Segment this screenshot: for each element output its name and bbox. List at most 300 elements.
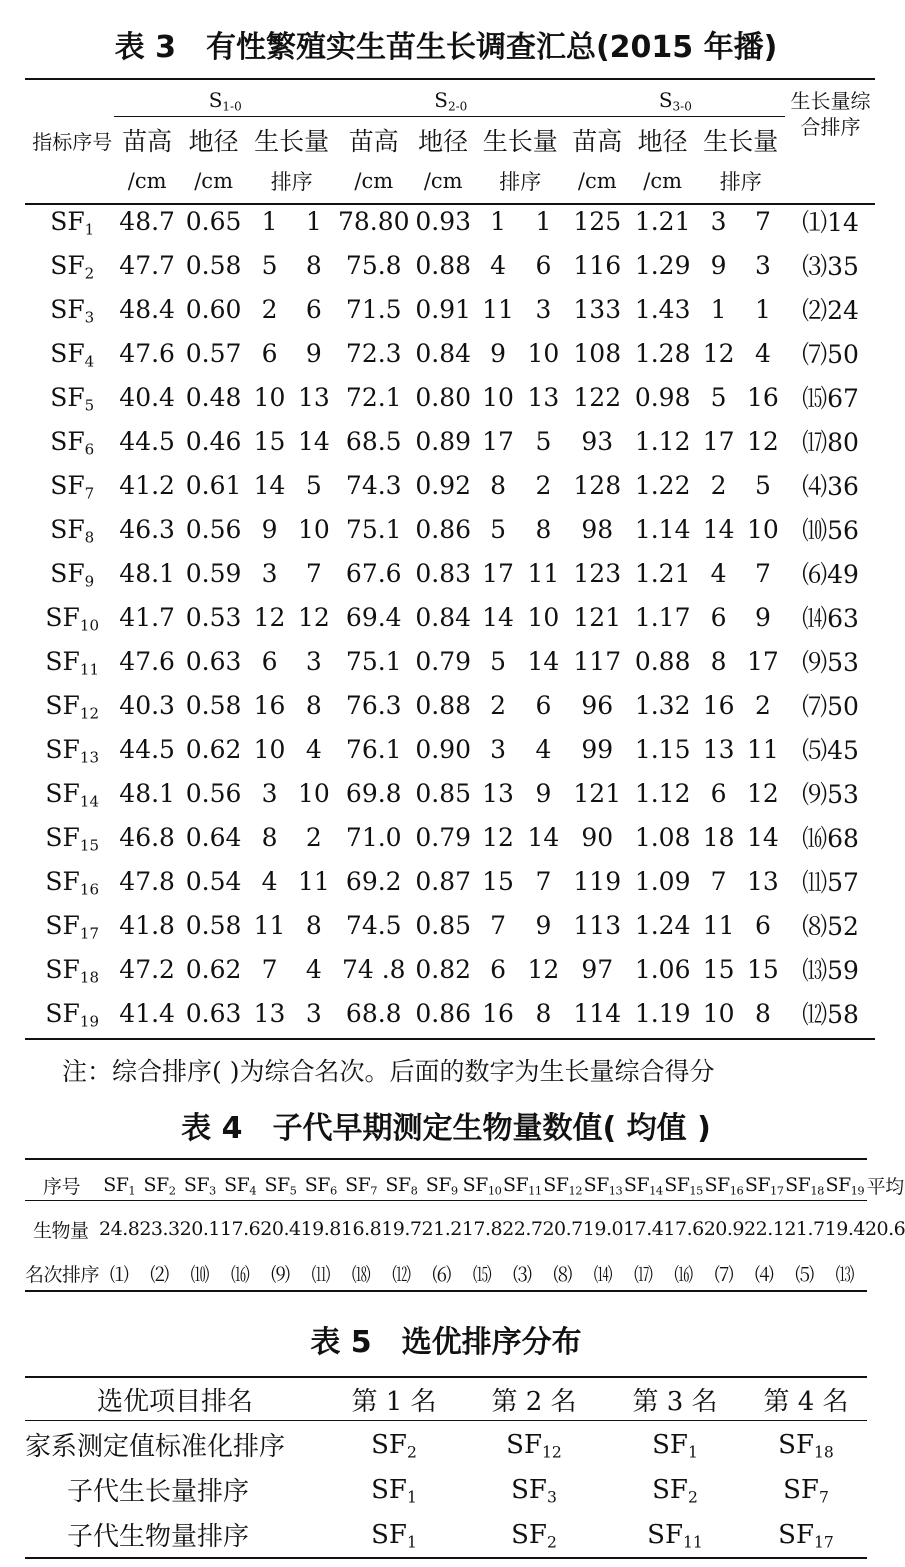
value-cell: 74.3	[345, 470, 402, 500]
value-cell: 76.3	[345, 690, 402, 720]
value-cell: 68.8	[345, 998, 402, 1028]
biomass-cell: 22.1	[744, 1218, 785, 1240]
value-cell: 2	[754, 690, 771, 720]
biomass-cell: 17.6	[663, 1218, 704, 1240]
value-cell: 1.06	[634, 954, 691, 984]
value-cell: 10	[297, 778, 330, 808]
value-cell: 15	[747, 954, 779, 984]
height-header: 苗高	[122, 127, 173, 156]
table3-note: 注：综合排序( )为综合名次。后面的数字为生长量综合得分	[62, 1057, 715, 1086]
value-cell: 0.91	[415, 294, 472, 324]
value-cell: 12	[297, 602, 330, 632]
value-cell: 97	[581, 954, 614, 984]
ranked-family-cell: $SF_{11}$	[647, 1519, 703, 1552]
value-cell: 76.1	[345, 734, 402, 764]
ranked-family-cell: $SF_2$	[371, 1429, 417, 1462]
value-cell: 13	[527, 382, 560, 412]
value-cell: 1	[754, 294, 771, 324]
table5-body	[25, 1377, 867, 1557]
value-cell: 15	[702, 954, 735, 984]
height-header: 苗高	[572, 127, 623, 156]
value-cell: 0.65	[185, 206, 242, 236]
growth-header: 生长量	[254, 127, 330, 156]
value-cell: 3	[754, 250, 771, 280]
summary-rank-cell: ⑽56	[802, 516, 859, 545]
table4-col-header: $SF_{18}$	[785, 1174, 824, 1198]
value-cell: 7	[754, 206, 771, 236]
value-cell: 5	[710, 382, 727, 412]
rank-cell: ⑽	[190, 1263, 210, 1286]
value-cell: 4	[710, 558, 727, 588]
ranked-family-cell: $SF_7$	[783, 1474, 829, 1507]
biomass-cell: 20.6	[864, 1218, 905, 1240]
value-cell: 75.1	[345, 646, 402, 676]
table3-bottom-rule	[25, 1038, 875, 1040]
value-cell: 72.1	[345, 382, 402, 412]
value-cell: 1.32	[634, 690, 691, 720]
biomass-cell: 19.0	[582, 1218, 624, 1240]
value-cell: 1.21	[634, 206, 691, 236]
value-cell: 9	[710, 250, 727, 280]
value-cell: 3	[535, 294, 552, 324]
value-cell: 12	[527, 954, 560, 984]
value-cell: 2	[490, 690, 507, 720]
value-cell: 46.8	[119, 822, 175, 852]
family-id-cell: $SF_4$	[50, 338, 95, 370]
rank-cell: ⑾	[311, 1263, 330, 1286]
value-cell: 5	[754, 470, 771, 500]
value-cell: 0.56	[185, 778, 242, 808]
value-cell: 41.8	[119, 910, 175, 940]
table4-col-header: $SF_{14}$	[623, 1174, 663, 1198]
value-cell: 0.88	[634, 646, 691, 676]
value-cell: 11	[702, 910, 735, 940]
table4-col-header: $SF_{13}$	[583, 1174, 623, 1198]
value-cell: 1	[710, 294, 727, 324]
family-id-cell: $SF_3$	[50, 294, 95, 326]
value-cell: 2	[535, 470, 552, 500]
value-cell: 0.86	[415, 998, 472, 1028]
value-cell: 7	[261, 954, 278, 984]
value-cell: 6	[535, 250, 552, 280]
table4-top-rule	[25, 1158, 867, 1160]
rank-cell: ⒂	[472, 1263, 492, 1286]
value-cell: 11	[297, 866, 330, 896]
table5-col-header: 第 4 名	[763, 1387, 849, 1417]
value-cell: 48.1	[119, 778, 175, 808]
value-cell: 18	[702, 822, 735, 852]
table4-rank-row	[25, 1251, 905, 1295]
value-cell: 2	[710, 470, 727, 500]
ranked-family-cell: $SF_1$	[652, 1429, 698, 1462]
biomass-cell: 21.7	[784, 1218, 825, 1240]
value-cell: 5	[535, 426, 552, 456]
value-cell: 10	[253, 382, 286, 412]
value-cell: 14	[297, 426, 330, 456]
value-cell: 6	[710, 602, 727, 632]
family-id-cell: $SF_{19}$	[45, 998, 99, 1030]
value-cell: 0.53	[185, 602, 242, 632]
value-cell: 6	[535, 690, 552, 720]
value-cell: 0.89	[415, 426, 472, 456]
value-cell: 14	[527, 646, 560, 676]
value-cell: 68.5	[345, 426, 402, 456]
table4-col-header: $SF_7$	[345, 1174, 378, 1198]
family-id-cell: $SF_{13}$	[45, 734, 99, 766]
rank-label: 排序	[499, 170, 542, 194]
table5-col-header: 第 1 名	[351, 1387, 437, 1417]
value-cell: 0.63	[185, 646, 242, 676]
diameter-header: 地径	[637, 127, 688, 156]
value-cell: 71.0	[345, 822, 402, 852]
value-cell: 121	[573, 778, 622, 808]
value-cell: 0.63	[185, 998, 242, 1028]
table5-col-header: 选优项目排名	[96, 1387, 253, 1417]
summary-rank-cell: ⑴14	[802, 208, 859, 237]
value-cell: 0.86	[415, 514, 472, 544]
table4	[25, 1163, 905, 1295]
diameter-header: 地径	[188, 127, 239, 156]
summary-rank-cell: ⒃68	[802, 824, 859, 853]
family-id-cell: $SF_{11}$	[45, 646, 99, 678]
summary-rank-cell: ⒀59	[802, 956, 859, 985]
selection-item-label: 子代生长量排序	[67, 1477, 250, 1507]
value-cell: 0.84	[415, 602, 472, 632]
rank-cell: ⑹	[432, 1263, 451, 1286]
value-cell: 0.58	[185, 910, 242, 940]
value-cell: 5	[490, 514, 507, 544]
value-cell: 108	[573, 338, 622, 368]
table-row	[25, 1467, 867, 1512]
biomass-cell: 17.4	[623, 1218, 664, 1240]
value-cell: 69.2	[345, 866, 402, 896]
value-cell: 0.85	[415, 778, 472, 808]
value-cell: 8	[710, 646, 727, 676]
table-row	[30, 903, 876, 947]
table-row	[30, 991, 876, 1035]
value-cell: 0.59	[185, 558, 242, 588]
value-cell: 40.3	[119, 690, 175, 720]
biomass-cell: 20.9	[703, 1218, 745, 1240]
value-cell: 113	[573, 910, 622, 940]
value-cell: 0.83	[415, 558, 472, 588]
value-cell: 0.46	[185, 426, 242, 456]
value-cell: 93	[581, 426, 614, 456]
diameter-header: 地径	[418, 127, 469, 156]
value-cell: 3	[490, 734, 507, 764]
family-id-cell: $SF_8$	[50, 514, 95, 546]
value-cell: 9	[490, 338, 507, 368]
table4-bottom-rule	[25, 1290, 867, 1292]
value-cell: 5	[490, 646, 507, 676]
ranked-family-cell: $SF_1$	[371, 1519, 417, 1552]
table-row	[30, 727, 876, 771]
value-cell: 133	[573, 294, 622, 324]
value-cell: 8	[305, 690, 322, 720]
value-cell: 3	[261, 778, 278, 808]
unit-label: /cm	[127, 169, 167, 193]
ranked-family-cell: $SF_3$	[511, 1474, 557, 1507]
value-cell: 12	[702, 338, 735, 368]
value-cell: 2	[261, 294, 278, 324]
value-cell: 9	[535, 778, 552, 808]
value-cell: 0.93	[415, 206, 472, 236]
value-cell: 9	[305, 338, 322, 368]
table3-header-rule	[25, 203, 875, 205]
family-id-cell: $SF_9$	[50, 558, 95, 590]
table-row	[30, 375, 876, 419]
biomass-cell: 16.8	[340, 1218, 382, 1240]
biomass-cell: 19.4	[824, 1218, 865, 1240]
group-header-s1: $S_{1-0}$	[114, 84, 336, 117]
value-cell: 12	[747, 426, 779, 456]
value-cell: 11	[527, 558, 560, 588]
value-cell: 4	[305, 734, 322, 764]
value-cell: 44.5	[119, 734, 175, 764]
value-cell: 8	[305, 250, 322, 280]
value-cell: 0.80	[415, 382, 472, 412]
biomass-cell: 21.2	[421, 1218, 462, 1240]
value-cell: 1.17	[634, 602, 691, 632]
unit-label: /cm	[643, 169, 683, 193]
table4-title: 表 4 子代早期测定生物量数值( 均值 )	[181, 1111, 711, 1146]
value-cell: 46.3	[119, 514, 175, 544]
value-cell: 119	[573, 866, 622, 896]
value-cell: 6	[261, 338, 278, 368]
value-cell: 69.8	[345, 778, 402, 808]
table-row	[30, 331, 876, 375]
summary-rank-cell: ⑿58	[802, 1000, 859, 1029]
ranked-family-cell: $SF_{17}$	[778, 1519, 834, 1552]
table-row	[25, 1512, 867, 1557]
table-row	[30, 815, 876, 859]
family-id-cell: $SF_1$	[50, 206, 95, 238]
selection-item-label: 家系测定值标准化排序	[25, 1432, 286, 1462]
value-cell: 0.88	[415, 690, 472, 720]
selection-item-label: 子代生物量排序	[67, 1522, 250, 1552]
rank-cell: ⒄	[633, 1263, 653, 1286]
table-row	[30, 595, 876, 639]
value-cell: 15	[482, 866, 514, 896]
value-cell: 1.12	[634, 778, 691, 808]
value-cell: 114	[573, 998, 622, 1028]
growth-header: 生长量	[482, 127, 558, 156]
value-cell: 1.08	[634, 822, 691, 852]
unit-label: /cm	[354, 169, 394, 193]
value-cell: 16	[253, 690, 286, 720]
value-cell: 1.29	[634, 250, 691, 280]
value-cell: 9	[261, 514, 278, 544]
value-cell: 14	[253, 470, 286, 500]
biomass-cell: 24.8	[99, 1218, 140, 1240]
value-cell: 0.61	[185, 470, 242, 500]
table4-col-header: $SF_{10}$	[462, 1174, 502, 1198]
biomass-cell: 23.3	[139, 1218, 180, 1240]
table4-header-rule	[25, 1200, 867, 1201]
family-id-cell: $SF_2$	[50, 250, 95, 282]
value-cell: 44.5	[119, 426, 175, 456]
value-cell: 14	[702, 514, 735, 544]
value-cell: 98	[581, 514, 614, 544]
value-cell: 8	[535, 514, 552, 544]
table3	[30, 84, 876, 1035]
table4-biomass-label: 生物量	[33, 1219, 89, 1242]
value-cell: 74.5	[345, 910, 402, 940]
rank-cell: ⑴	[109, 1263, 129, 1286]
summary-rank-cell: ⒁63	[802, 604, 859, 633]
value-cell: 10	[482, 382, 514, 412]
table4-col-header: $SF_2$	[143, 1174, 176, 1198]
value-cell: 1.19	[634, 998, 691, 1028]
table-row	[30, 419, 876, 463]
ranked-family-cell: $SF_2$	[511, 1519, 557, 1552]
family-id-cell: $SF_{17}$	[45, 910, 99, 942]
value-cell: 4	[490, 250, 507, 280]
ranked-family-cell: $SF_{12}$	[506, 1429, 562, 1462]
value-cell: 10	[527, 602, 560, 632]
summary-rank-cell: ⒄80	[802, 428, 859, 457]
table4-col-header: $SF_4$	[224, 1174, 257, 1198]
value-cell: 1	[490, 206, 507, 236]
summary-rank-cell: ⑻52	[802, 912, 859, 941]
value-cell: 90	[581, 822, 614, 852]
value-cell: 1.43	[634, 294, 691, 324]
table4-col-header: $SF_{16}$	[704, 1174, 744, 1198]
value-cell: 1	[261, 206, 278, 236]
value-cell: 6	[305, 294, 322, 324]
family-id-cell: $SF_5$	[50, 382, 95, 414]
table-row	[30, 287, 876, 331]
rank-cell: ⑼	[271, 1263, 290, 1286]
rank-cell: ⑺	[714, 1263, 734, 1286]
value-cell: 47.7	[119, 250, 175, 280]
value-cell: 8	[305, 910, 322, 940]
height-header: 苗高	[348, 127, 399, 156]
summary-rank-cell: ⑶35	[802, 252, 859, 281]
value-cell: 1.21	[634, 558, 691, 588]
value-cell: 13	[297, 382, 330, 412]
value-cell: 17	[702, 426, 735, 456]
table-row	[25, 1422, 867, 1467]
value-cell: 15	[253, 426, 286, 456]
value-cell: 1.14	[634, 514, 691, 544]
value-cell: 75.1	[345, 514, 402, 544]
table-row	[30, 947, 876, 991]
rank-cell: ⒁	[593, 1263, 613, 1286]
value-cell: 13	[482, 778, 514, 808]
index-col-header: 指标序号	[32, 129, 113, 154]
value-cell: 0.60	[185, 294, 242, 324]
rank-cell: ⑷	[754, 1263, 774, 1286]
value-cell: 13	[702, 734, 735, 764]
rank-cell: ⑶	[513, 1263, 532, 1286]
summary-rank-cell: ⑾57	[802, 868, 859, 897]
summary-rank-cell: ⑼53	[802, 780, 859, 809]
table4-col-header: $SF_{19}$	[825, 1174, 865, 1198]
value-cell: 16	[747, 382, 779, 412]
value-cell: 41.2	[119, 470, 175, 500]
rank-cell: ⑵	[150, 1263, 169, 1286]
group-header-s3: $S_{3-0}$	[566, 84, 785, 117]
table-row	[30, 639, 876, 683]
summary-rank-cell: ⑹49	[802, 560, 859, 589]
value-cell: 48.7	[119, 206, 175, 236]
value-cell: 121	[573, 602, 622, 632]
value-cell: 8	[261, 822, 278, 852]
value-cell: 47.6	[119, 646, 175, 676]
value-cell: 3	[710, 206, 727, 236]
rank-label: 排序	[719, 170, 762, 194]
value-cell: 10	[702, 998, 735, 1028]
value-cell: 0.48	[185, 382, 242, 412]
value-cell: 7	[754, 558, 771, 588]
value-cell: 1.24	[634, 910, 691, 940]
value-cell: 69.4	[345, 602, 402, 632]
table4-rank-label: 名次排序	[25, 1263, 100, 1286]
value-cell: 1	[305, 206, 322, 236]
value-cell: 12	[747, 778, 779, 808]
value-cell: 16	[702, 690, 735, 720]
value-cell: 1.22	[634, 470, 691, 500]
biomass-cell: 17.8	[461, 1218, 503, 1240]
value-cell: 123	[573, 558, 622, 588]
ranked-family-cell: $SF_2$	[652, 1474, 698, 1507]
ranked-family-cell: $SF_1$	[371, 1474, 417, 1507]
value-cell: 0.58	[185, 250, 242, 280]
value-cell: 0.62	[185, 734, 242, 764]
rank-cell: ⒃	[230, 1263, 250, 1286]
family-id-cell: $SF_{16}$	[45, 866, 99, 898]
value-cell: 7	[490, 910, 507, 940]
value-cell: 6	[754, 910, 771, 940]
table5-col-header: 第 2 名	[491, 1387, 577, 1417]
unit-label: /cm	[194, 169, 233, 193]
summary-rank-cell: ⒂67	[802, 384, 859, 413]
summary-rank-cell: ⑸45	[802, 736, 859, 765]
value-cell: 0.87	[415, 866, 472, 896]
value-cell: 0.82	[415, 954, 472, 984]
table-row	[30, 551, 876, 595]
value-cell: 128	[573, 470, 622, 500]
group-header-s2: $S_{2-0}$	[336, 84, 566, 117]
table4-col-header: $SF_{15}$	[664, 1174, 703, 1198]
value-cell: 10	[297, 514, 330, 544]
table-row	[30, 507, 876, 551]
value-cell: 71.5	[345, 294, 402, 324]
family-id-cell: $SF_7$	[50, 470, 95, 502]
table5-col-header: 第 3 名	[632, 1387, 718, 1417]
family-id-cell: $SF_6$	[50, 426, 95, 458]
value-cell: 0.84	[415, 338, 472, 368]
unit-label: /cm	[423, 169, 463, 193]
table3-title: 表 3 有性繁殖实生苗生长调查汇总(2015 年播)	[114, 30, 778, 65]
table5-title: 表 5 选优排序分布	[310, 1325, 582, 1360]
table5-bottom-rule	[25, 1557, 867, 1559]
value-cell: 0.58	[185, 690, 242, 720]
value-cell: 6	[490, 954, 507, 984]
value-cell: 9	[754, 602, 771, 632]
value-cell: 48.1	[119, 558, 175, 588]
value-cell: 47.2	[119, 954, 175, 984]
value-cell: 4	[754, 338, 771, 368]
summary-col-header: 生长量综合排序	[790, 89, 871, 139]
table3-body	[30, 199, 876, 1035]
value-cell: 99	[581, 734, 614, 764]
value-cell: 10	[527, 338, 560, 368]
value-cell: 1.15	[634, 734, 691, 764]
value-cell: 7	[535, 866, 552, 896]
rank-cell: ⑿	[392, 1263, 411, 1286]
